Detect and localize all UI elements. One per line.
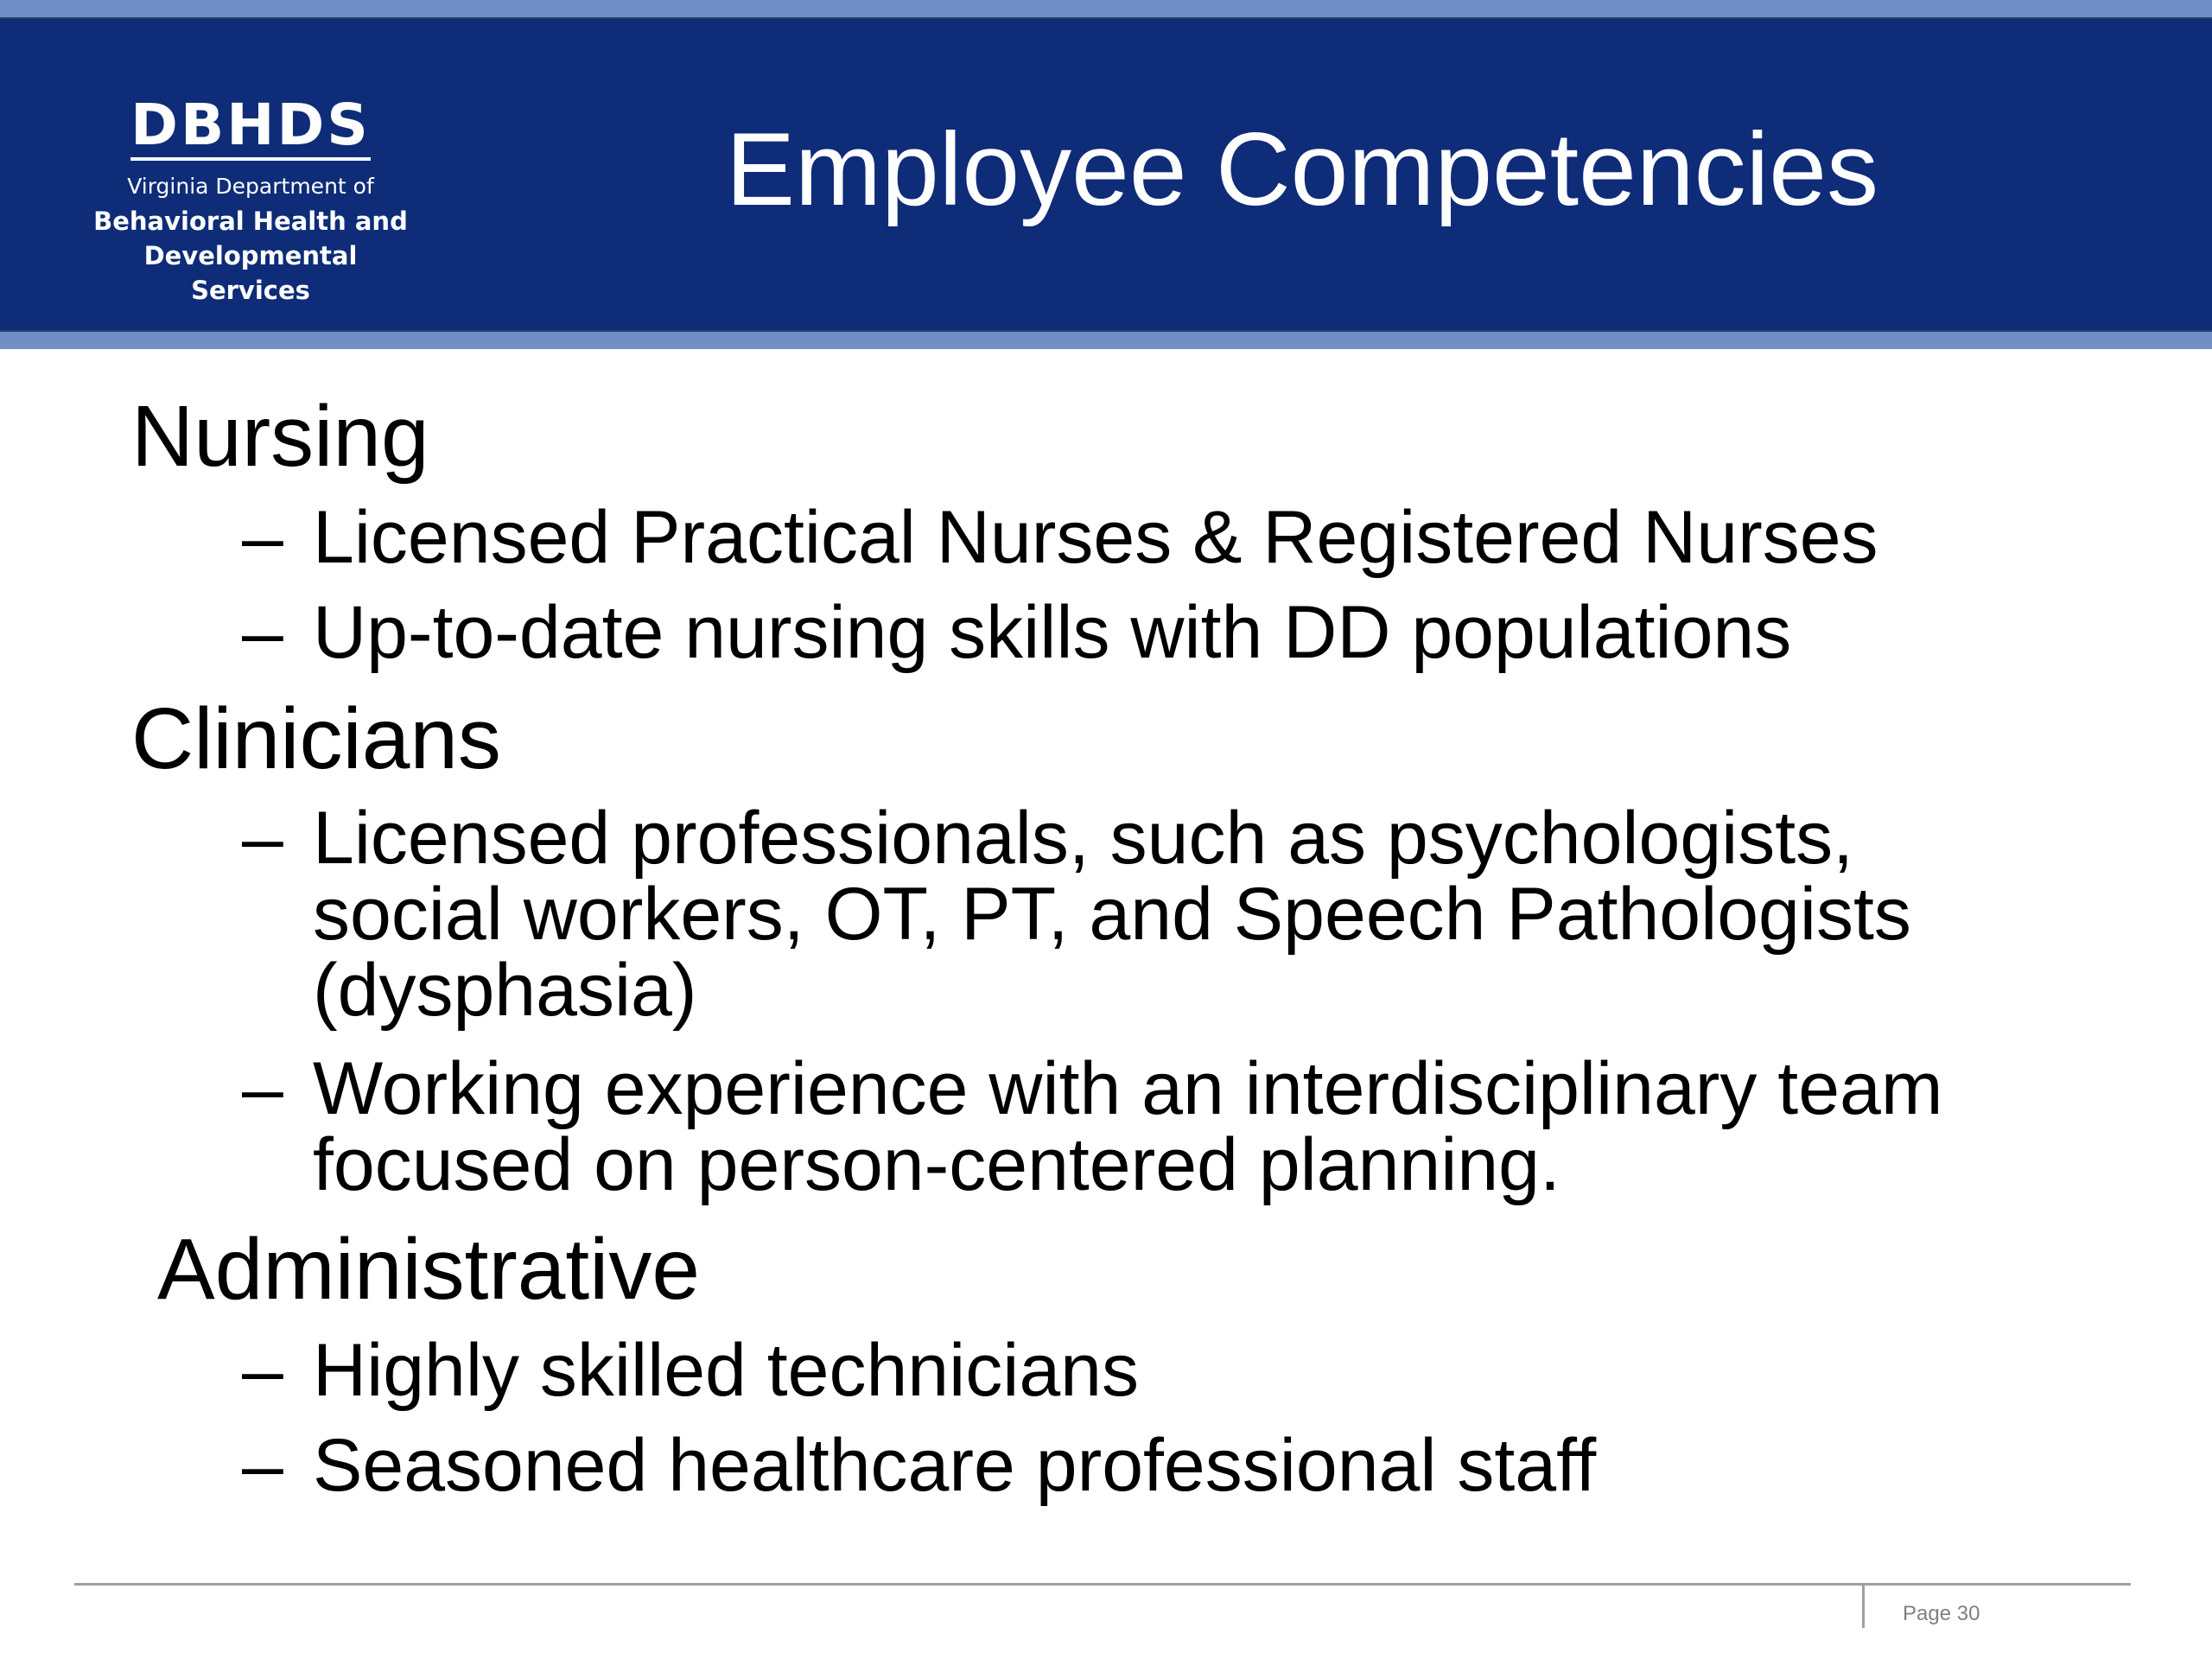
bullet-dash: –	[242, 797, 283, 880]
bullet-text: Licensed professionals, such as psychologists,	[313, 797, 1854, 880]
bullet-text-continued: (dysphasia)	[313, 949, 697, 1032]
logo-line-3: Developmental Services	[143, 241, 358, 305]
header-top-stripe	[0, 0, 2212, 17]
page-number: Page 30	[1903, 1602, 1980, 1625]
footer-divider	[1862, 1583, 1865, 1628]
bullet-text-continued: social workers, OT, PT, and Speech Pathologists	[313, 873, 1911, 956]
bullet-text: Seasoned healthcare professional staff	[313, 1424, 1597, 1507]
logo-line-2: Behavioral Health and	[93, 207, 408, 236]
bullet-dash: –	[242, 496, 283, 579]
logo-acronym: DBHDS	[130, 93, 371, 161]
section-heading-administrative: Administrative	[157, 1221, 700, 1318]
dbhds-logo	[86, 93, 415, 308]
section-heading-clinicians: Clinicians	[131, 690, 501, 787]
bullet-text: Up-to-date nursing skills with DD populations	[313, 591, 1792, 674]
slide-title: Employee Competencies	[726, 111, 1879, 227]
logo-line-1: Virginia Department of	[127, 174, 374, 199]
bullet-dash: –	[242, 1047, 283, 1130]
section-heading-nursing: Nursing	[131, 388, 429, 485]
bullet-dash: –	[242, 591, 283, 674]
bullet-text: Licensed Practical Nurses & Registered Nurses	[313, 496, 1878, 579]
bullet-dash: –	[242, 1329, 283, 1412]
header-bottom-stripe	[0, 332, 2212, 349]
footer-rule	[74, 1583, 2131, 1586]
bullet-text: Working experience with an interdisciplinary team	[313, 1047, 1943, 1130]
bullet-text: Highly skilled technicians	[313, 1329, 1139, 1412]
bullet-dash: –	[242, 1424, 283, 1507]
bullet-text-continued: focused on person-centered planning.	[313, 1123, 1560, 1206]
